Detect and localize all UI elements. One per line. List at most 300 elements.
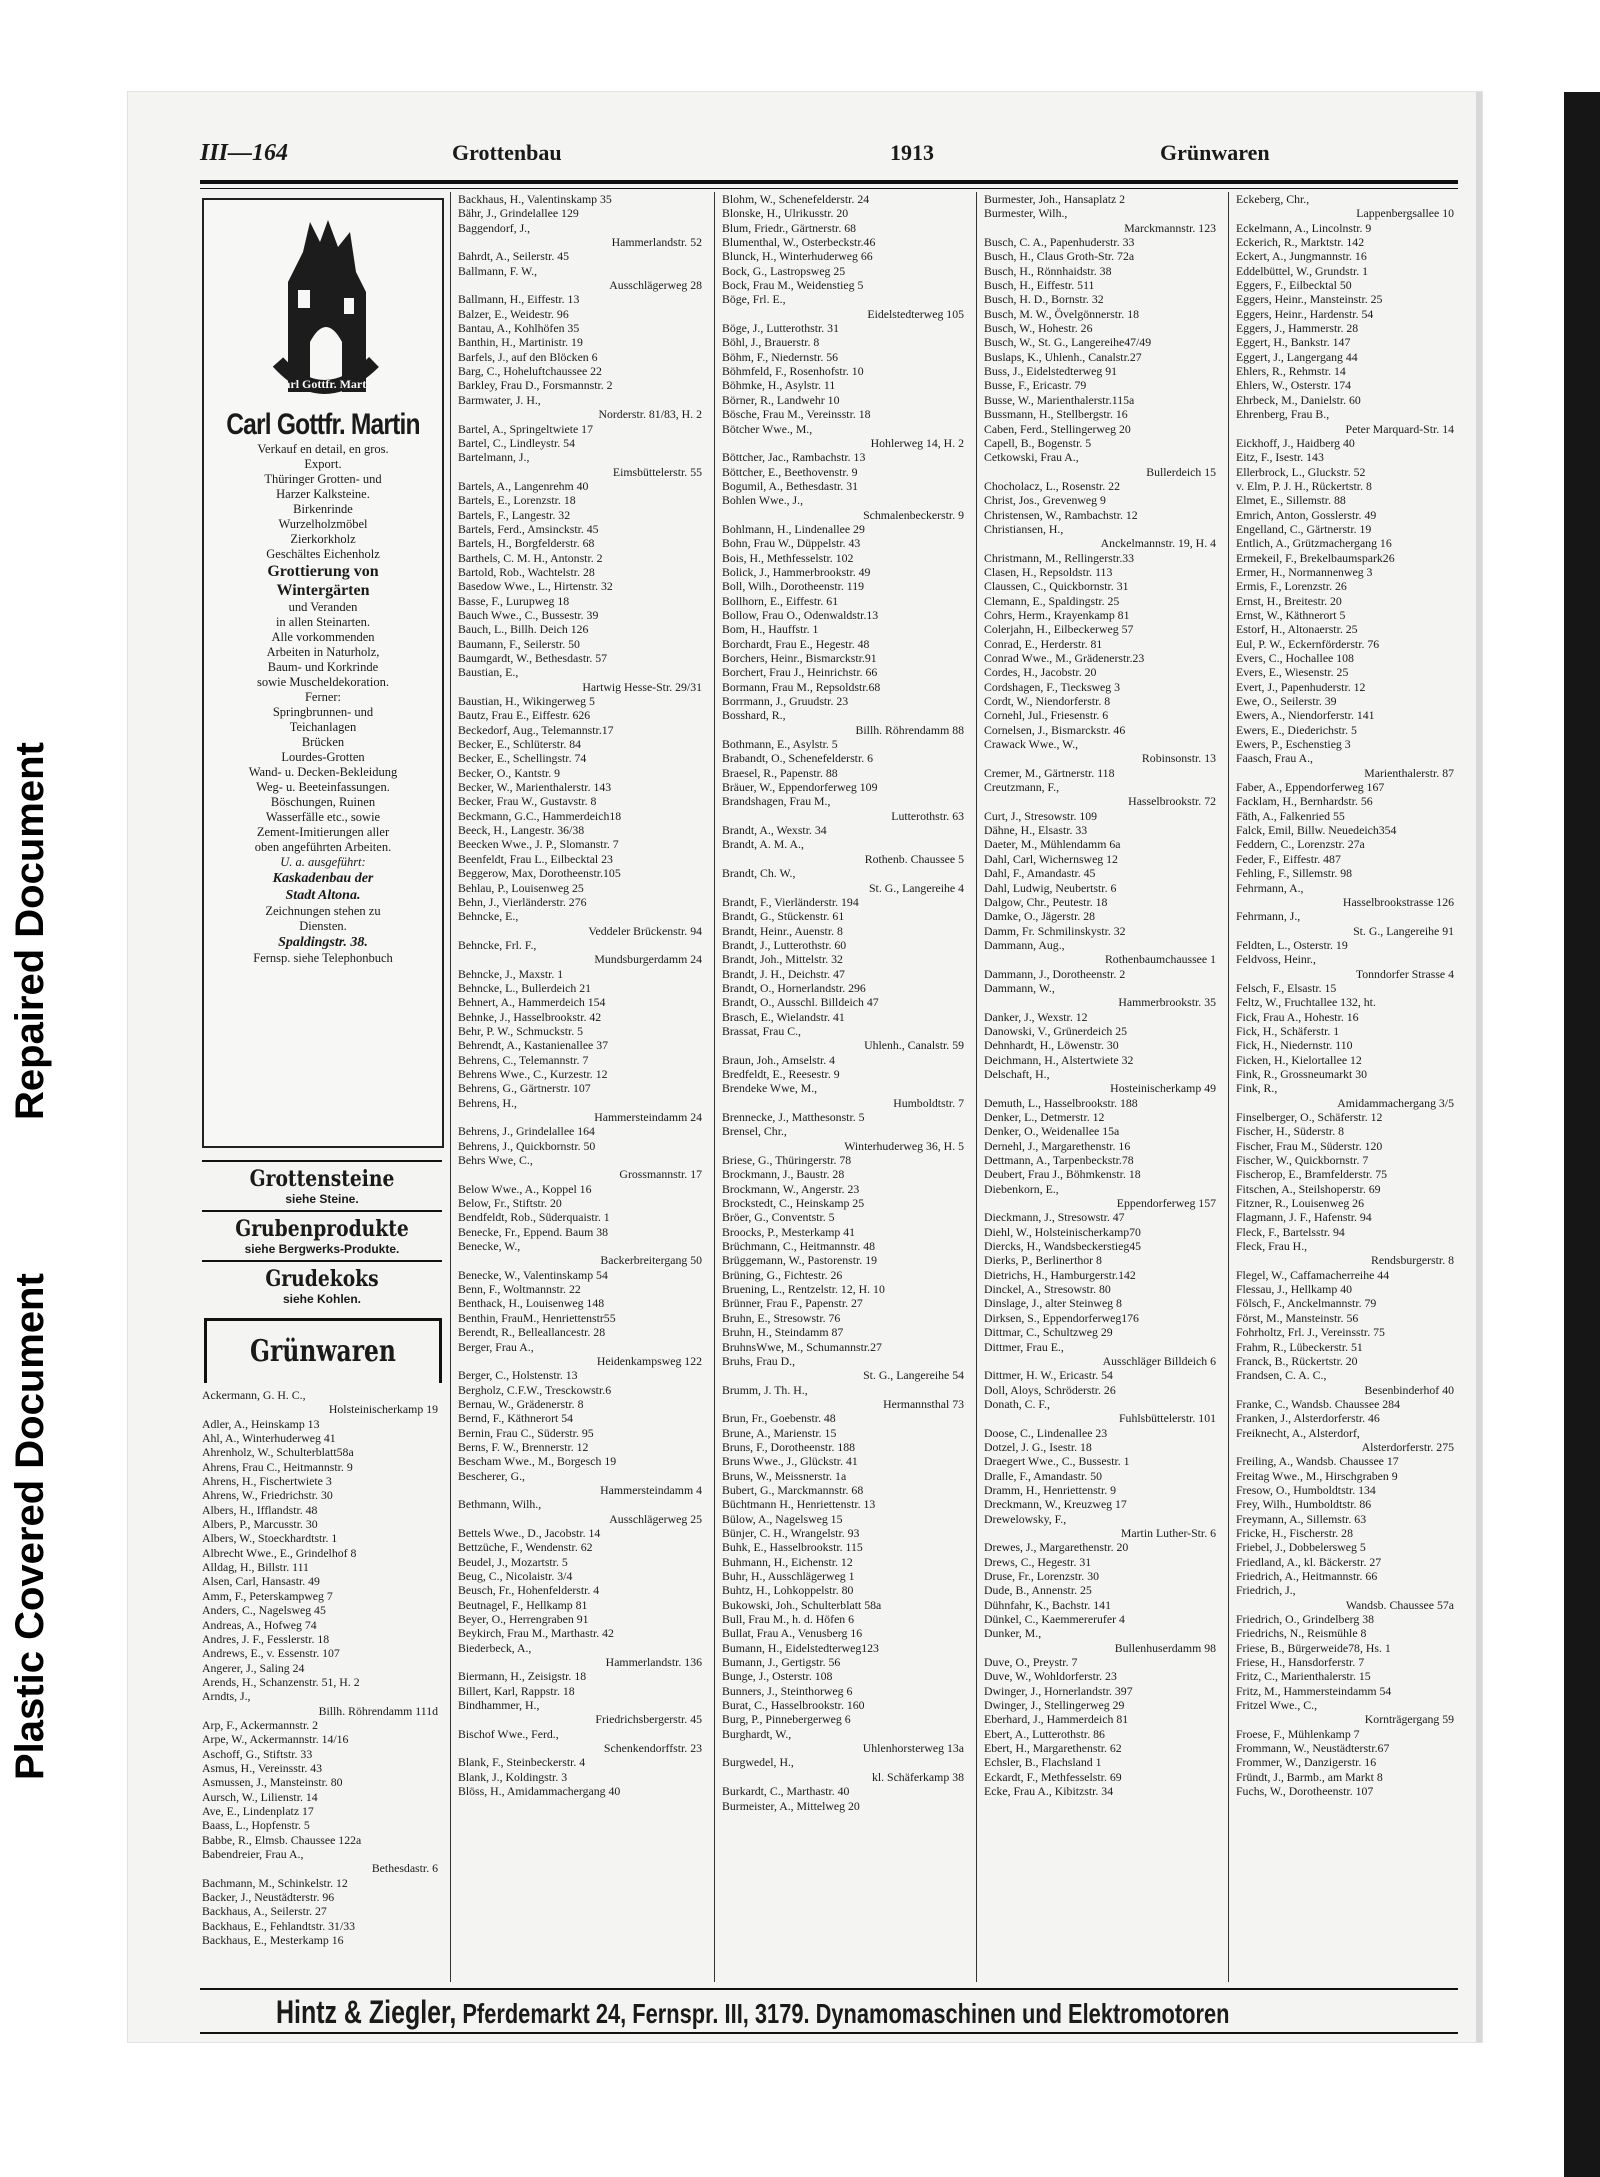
listing-entry: Brandt, Joh., Mittelstr. 32 bbox=[722, 952, 843, 967]
advert-line: Ferner: bbox=[304, 690, 342, 704]
ref-grudekoks bbox=[202, 1266, 442, 1306]
listing-entry: Brockstedt, C., Heinskamp 25 bbox=[722, 1196, 865, 1211]
listing-entry: Billert, Karl, Rappstr. 18 bbox=[458, 1683, 575, 1698]
listing-column-4 bbox=[984, 192, 1220, 1799]
listing-entry: Dehnhardt, H., Löwenstr. 30 bbox=[984, 1038, 1119, 1053]
listing-entry: Christ, Jos., Grevenweg 9 bbox=[984, 493, 1106, 508]
right-running-heading: Grünwaren bbox=[1160, 140, 1270, 165]
ref-rule-3 bbox=[202, 1260, 442, 1262]
listing-entry: Borchers, Heinr., Bismarckstr.91 bbox=[722, 651, 877, 665]
listing-entry: Fischerop, E., Bramfelderstr. 75 bbox=[1236, 1167, 1388, 1182]
listing-entry: Eickhoff, J., Haidberg 40 bbox=[1236, 435, 1355, 450]
listing-entry: Brandt, O., Hornerlandstr. 296 bbox=[722, 980, 866, 995]
listing-entry: Brockmann, J., Baustr. 28 bbox=[722, 1167, 845, 1182]
listing-entry: Elmet, E., Sillemstr. 88 bbox=[1236, 493, 1346, 508]
listing-entry: Winterhuderweg 36, H. 5 bbox=[844, 1138, 964, 1153]
listing-entry: Ewers, P., Eschenstieg 3 bbox=[1236, 737, 1351, 752]
listing-entry: Blumenthal, W., Osterbeckstr.46 bbox=[722, 235, 876, 250]
listing-entry: Bernin, Frau C., Süderstr. 95 bbox=[458, 1425, 594, 1440]
listing-entry: Bruhn, H., Steindamm 87 bbox=[722, 1325, 844, 1340]
listing-entry: Freymann, A., Sillemstr. 63 bbox=[1236, 1511, 1367, 1526]
ref-rule-1 bbox=[202, 1160, 442, 1162]
listing-entry: Fresow, O., Humboldtstr. 134 bbox=[1236, 1482, 1376, 1497]
listing-entry: Busch, H., Claus Groth-Str. 72a bbox=[984, 249, 1135, 264]
listing-entry: Behnert, A., Hammerdeich 154 bbox=[458, 995, 606, 1010]
listing-entry: Braesel, R., Papenstr. 88 bbox=[722, 765, 838, 780]
listing-entry: Ewe, O., Seilerstr. 39 bbox=[1236, 694, 1337, 709]
listing-entry: Buhtz, H., Lohkoppelstr. 80 bbox=[722, 1583, 854, 1598]
listing-entry: Holsteinischerkamp 19 bbox=[328, 1402, 438, 1417]
listing-entry: Bötcher Wwe., M., bbox=[722, 421, 813, 436]
listing-entry: Dinslage, J., alter Steinweg 8 bbox=[984, 1296, 1122, 1311]
listing-entry: Eggers, Heinr., Hardenstr. 54 bbox=[1236, 306, 1374, 321]
year-heading: 1913 bbox=[890, 140, 934, 165]
listing-entry: Backer, J., Neustädterstr. 96 bbox=[202, 1890, 335, 1905]
listing-entry: Benecke, W., bbox=[458, 1239, 521, 1254]
footer-text: Pferdemarkt 24, Fernspr. III, 3179. Dynamomaschinen und Elektromotoren bbox=[462, 1998, 1230, 2029]
listing-entry: Blohm, W., Schenefelderstr. 24 bbox=[722, 192, 870, 206]
listing-entry: Ballmann, H., Eiffestr. 13 bbox=[458, 292, 580, 307]
advert-line: Verkauf en detail, en gros. bbox=[257, 442, 389, 456]
advert-line: Zierkorkholz bbox=[290, 532, 356, 546]
listing-entry: Adler, A., Heinskamp 13 bbox=[202, 1416, 320, 1431]
listing-entry: Wandsb. Chaussee 57a bbox=[1345, 1597, 1454, 1612]
listing-entry: Baumgardt, W., Bethesdastr. 57 bbox=[458, 651, 608, 665]
listing-entry: Damke, O., Jägerstr. 28 bbox=[984, 909, 1096, 924]
listing-entry: Eberhard, J., Hammerdeich 81 bbox=[984, 1712, 1129, 1727]
listing-entry: Hasselbrookstr. 72 bbox=[1128, 794, 1216, 809]
listing-entry: Evers, C., Hochallee 108 bbox=[1236, 651, 1354, 665]
listing-entry: Dwinger, J., Stellingerweg 29 bbox=[984, 1698, 1125, 1713]
listing-entry: Alldag, H., Billstr. 111 bbox=[202, 1560, 309, 1575]
advert-body bbox=[204, 442, 442, 966]
listing-entry: Veddeler Brückenstr. 94 bbox=[588, 923, 702, 938]
listing-entry: Eddelbüttel, W., Grundstr. 1 bbox=[1236, 263, 1369, 278]
listing-entry: Brun, Fr., Goebenstr. 48 bbox=[722, 1411, 836, 1426]
listing-entry: Freiling, A., Wandsb. Chaussee 17 bbox=[1236, 1454, 1399, 1469]
listing-entry: Bullenhuserdamm 98 bbox=[1114, 1640, 1216, 1655]
listing-entry: Dirksen, S., Eppendorferweg176 bbox=[984, 1310, 1139, 1325]
advert-line: Wintergärten bbox=[276, 582, 370, 599]
listing-entry: Dinckel, A., Stresowstr. 80 bbox=[984, 1282, 1111, 1297]
ref-title: Grubenprodukte bbox=[235, 1216, 409, 1242]
listing-entry: Baustian, H., Wikingerweg 5 bbox=[458, 694, 595, 709]
listing-entry: Beug, C., Nicolaistr. 3/4 bbox=[458, 1569, 573, 1583]
listing-entry: Böge, Frl. E., bbox=[722, 292, 786, 307]
listing-entry: Schenkendorffstr. 23 bbox=[603, 1741, 702, 1756]
listing-entry: Deichmann, H., Alstertwiete 32 bbox=[984, 1052, 1134, 1067]
listing-entry: Capell, B., Bogenstr. 5 bbox=[984, 435, 1092, 450]
listing-entry: Friedland, A., kl. Bäckerstr. 27 bbox=[1236, 1554, 1382, 1569]
listing-entry: Ahrens, W., Friedrichstr. 30 bbox=[202, 1488, 333, 1503]
listing-entry: Evert, J., Papenhuderstr. 12 bbox=[1236, 679, 1366, 694]
listing-entry: Fick, H., Schäferstr. 1 bbox=[1236, 1023, 1340, 1038]
listing-entry: Hammersteindamm 24 bbox=[594, 1110, 702, 1124]
listing-entry: Faber, A., Eppendorferweg 167 bbox=[1236, 780, 1385, 795]
listing-entry: Becker, Frau W., Gustavstr. 8 bbox=[458, 794, 597, 809]
listing-entry: Rothenb. Chaussee 5 bbox=[864, 851, 964, 866]
advert-line: Springbrunnen- und bbox=[272, 705, 374, 719]
listing-entry: Eckardt, F., Methfesselstr. 69 bbox=[984, 1769, 1122, 1784]
listing-entry: Burmeister, A., Mittelweg 20 bbox=[722, 1798, 860, 1813]
listing-entry: Brandt, Heinr., Auenstr. 8 bbox=[722, 923, 843, 938]
listing-entry: Bosshard, R., bbox=[722, 708, 786, 723]
listing-entry: Burmester, Wilh., bbox=[984, 206, 1068, 221]
advert-line: in allen Steinarten. bbox=[275, 615, 371, 629]
listing-entry: Brendeke Wwe, M., bbox=[722, 1081, 818, 1096]
listing-entry: Finselberger, O., Schäferstr. 12 bbox=[1236, 1110, 1383, 1124]
listing-entry: Duve, W., Wohldorferstr. 23 bbox=[984, 1669, 1117, 1684]
listing-entry: Backhaus, E., Fehlandtstr. 31/33 bbox=[202, 1918, 356, 1933]
listing-entry: Amm, F., Peterskampweg 7 bbox=[202, 1588, 333, 1603]
listing-entry: Hermannsthal 73 bbox=[883, 1396, 964, 1411]
listing-entry: Bendfeldt, Rob., Süderquaistr. 1 bbox=[458, 1210, 610, 1225]
listing-entry: Delschaft, H., bbox=[984, 1066, 1050, 1081]
listing-entry: Braun, Joh., Amselstr. 4 bbox=[722, 1052, 836, 1067]
listing-entry: Burg, P., Pinnebergerweg 6 bbox=[722, 1712, 851, 1727]
listing-entry: BruhnsWwe, M., Schumannstr.27 bbox=[722, 1339, 882, 1354]
listing-entry: Creutzmann, F., bbox=[984, 780, 1060, 795]
listing-entry: Flegel, W., Caffamacherreihe 44 bbox=[1236, 1267, 1390, 1282]
listing-entry: Babbe, R., Elmsb. Chaussee 122a bbox=[202, 1832, 362, 1847]
listing-entry: Baass, L., Hopfenstr. 5 bbox=[202, 1818, 310, 1833]
listing-entry: Burat, C., Hasselbrookstr. 160 bbox=[722, 1698, 865, 1713]
listing-entry: Böhmke, H., Asylstr. 11 bbox=[722, 378, 836, 393]
listing-entry: Beenfeldt, Frau L., Eilbecktal 23 bbox=[458, 851, 613, 866]
listing-entry: Emrich, Anton, Gosslerstr. 49 bbox=[1236, 507, 1377, 522]
listing-entry: Froese, F., Mühlenkamp 7 bbox=[1236, 1726, 1360, 1741]
listing-entry: Bindhammer, H., bbox=[458, 1698, 540, 1713]
listing-entry: Brumm, J. Th. H., bbox=[722, 1382, 808, 1397]
listing-entry: Eidelstedterweg 105 bbox=[867, 306, 964, 321]
advert-line: Weg- u. Beeteinfassungen. bbox=[256, 780, 390, 794]
listing-entry: Druse, Fr., Lorenzstr. 30 bbox=[984, 1569, 1100, 1583]
listing-entry: Feldten, L., Osterstr. 19 bbox=[1236, 937, 1348, 952]
listing-entry: Bartels, E., Lorenzstr. 18 bbox=[458, 493, 576, 508]
listing-entry: Brandt, A. M. A., bbox=[722, 837, 804, 852]
listing-entry: Bom, H., Hauffstr. 1 bbox=[722, 622, 819, 637]
listing-entry: Burmester, Joh., Hansaplatz 2 bbox=[984, 192, 1126, 206]
listing-entry: Blöss, H., Amidammachergang 40 bbox=[458, 1784, 621, 1799]
listing-entry: Frey, Wilh., Humboldtstr. 86 bbox=[1236, 1497, 1372, 1512]
listing-entry: Barkley, Frau D., Forsmannstr. 2 bbox=[458, 378, 613, 393]
listing-entry: Dahl, Ludwig, Neubertstr. 6 bbox=[984, 880, 1117, 895]
listing-entry: Behrens Wwe., C., Kurzestr. 12 bbox=[458, 1066, 608, 1081]
listing-entry: v. Elm, P. J. H., Rückertstr. 8 bbox=[1236, 478, 1372, 493]
listing-entry: Brensel, Chr., bbox=[722, 1124, 787, 1139]
listing-entry: Brandshagen, Frau M., bbox=[722, 794, 831, 809]
listing-entry: Bussmann, H., Stellbergstr. 16 bbox=[984, 407, 1128, 422]
listing-entry: St. G., Langereihe 91 bbox=[1353, 923, 1454, 938]
listing-entry: Dierks, P., Berlinerthor 8 bbox=[984, 1253, 1102, 1268]
listing-entry: Clasen, H., Repsoldstr. 113 bbox=[984, 564, 1113, 579]
listing-entry: Faasch, Frau A., bbox=[1236, 751, 1313, 766]
listing-entry: Behrens, J., Quickbornstr. 50 bbox=[458, 1138, 596, 1153]
listing-entry: Brockmann, W., Angerstr. 23 bbox=[722, 1181, 860, 1196]
listing-entry: Benn, F., Woltmannstr. 22 bbox=[458, 1282, 581, 1297]
listing-entry: Cremer, M., Gärtnerstr. 118 bbox=[984, 765, 1115, 780]
listing-entry: Dwinger, J., Hornerlandstr. 397 bbox=[984, 1683, 1133, 1698]
listing-entry: Frommer, W., Danzigerstr. 16 bbox=[1236, 1755, 1377, 1770]
listing-entry: Dernehl, J., Margarethenstr. 16 bbox=[984, 1138, 1131, 1153]
listing-entry: Ellerbrock, L., Gluckstr. 52 bbox=[1236, 464, 1366, 479]
listing-entry: Barmwater, J. H., bbox=[458, 392, 541, 407]
listing-entry: Bartels, F., Langestr. 32 bbox=[458, 507, 571, 522]
listing-entry: Cornehl, Jul., Friesenstr. 6 bbox=[984, 708, 1109, 723]
listing-entry: Burghardt, W., bbox=[722, 1726, 792, 1741]
listing-entry: Böttcher, E., Beethovenstr. 9 bbox=[722, 464, 858, 479]
listing-entry: Börner, R., Landwehr 10 bbox=[722, 392, 840, 407]
listing-entry: Eggers, J., Hammerstr. 28 bbox=[1236, 321, 1359, 336]
listing-entry: Ausschlägerweg 25 bbox=[609, 1511, 702, 1526]
listing-entry: Ermer, H., Normannenweg 3 bbox=[1236, 564, 1373, 579]
listing-entry: Franke, C., Wandsb. Chaussee 284 bbox=[1236, 1396, 1400, 1411]
listing-entry: Biederbeck, A., bbox=[458, 1640, 532, 1655]
listing-entry: Fuchs, W., Dorotheenstr. 107 bbox=[1236, 1784, 1374, 1799]
listing-entry: Buslaps, K., Uhlenh., Canalstr.27 bbox=[984, 349, 1142, 364]
advert-line: Stadt Altona. bbox=[285, 888, 361, 903]
header-rule-thin bbox=[200, 188, 1458, 189]
advert-line: Fernsp. siehe Telephonbuch bbox=[253, 951, 393, 965]
logo-text: Carl Gottfr. Martin bbox=[275, 377, 377, 391]
listing-entry: Albers, H., Ifflandstr. 48 bbox=[202, 1502, 318, 1517]
advert-line: Spaldingstr. 38. bbox=[278, 935, 368, 950]
listing-entry: Flessau, J., Hellkamp 40 bbox=[1236, 1282, 1352, 1297]
listing-entry: Bohlen Wwe., J., bbox=[722, 493, 804, 508]
listing-entry: Feltz, W., Fruchtallee 132, ht. bbox=[1236, 995, 1376, 1010]
listing-entry: Billh. Röhrendamm 111d bbox=[318, 1703, 438, 1718]
listing-entry: Franck, B., Rückertstr. 20 bbox=[1236, 1353, 1358, 1368]
listing-entry: Cordes, H., Jacobstr. 20 bbox=[984, 665, 1097, 680]
listing-entry: Franken, J., Alsterdorferstr. 46 bbox=[1236, 1411, 1380, 1426]
listing-entry: Ewers, E., Diederichstr. 5 bbox=[1236, 722, 1357, 737]
left-running-heading: Grottenbau bbox=[452, 140, 562, 165]
listing-entry: Billh. Röhrendamm 88 bbox=[855, 722, 964, 737]
listing-entry: Böhm, F., Niedernstr. 56 bbox=[722, 349, 839, 364]
listing-entry: Brune, A., Marienstr. 15 bbox=[722, 1425, 837, 1440]
listing-entry: Behn, J., Vierländerstr. 276 bbox=[458, 894, 587, 909]
listing-entry: Bautz, Frau E., Eiffestr. 626 bbox=[458, 708, 591, 723]
listing-entry: Baumann, F., Seilerstr. 50 bbox=[458, 636, 580, 651]
listing-entry: Bruhs, Frau D., bbox=[722, 1353, 796, 1368]
listing-entry: Dammann, W., bbox=[984, 980, 1055, 995]
listing-entry: Andrews, E., v. Essenstr. 107 bbox=[202, 1646, 340, 1661]
header-rule bbox=[200, 180, 1458, 184]
listing-entry: Uhlenhorsterweg 13a bbox=[862, 1741, 964, 1756]
listing-entry: Dietrichs, H., Hamburgerstr.142 bbox=[984, 1267, 1136, 1282]
listing-entry: Berger, Frau A., bbox=[458, 1339, 534, 1354]
listing-entry: Below, Fr., Stiftstr. 20 bbox=[458, 1196, 562, 1211]
listing-entry: Behncke, L., Bullerdeich 21 bbox=[458, 980, 592, 995]
listing-entry: Bumann, H., Eidelstedterweg123 bbox=[722, 1640, 879, 1655]
listing-entry: Behrendt, A., Kastanienallee 37 bbox=[458, 1038, 609, 1053]
listing-entry: Bukowski, Joh., Schulterblatt 58a bbox=[722, 1597, 882, 1612]
listing-entry: Büchtmann H., Henriettenstr. 13 bbox=[722, 1497, 876, 1512]
listing-entry: Dramm, H., Henriettenstr. 9 bbox=[984, 1482, 1117, 1497]
listing-entry: Fischer, W., Quickbornstr. 7 bbox=[1236, 1153, 1369, 1168]
listing-entry: Lutterothstr. 63 bbox=[891, 808, 964, 823]
listing-entry: Aschoff, G., Stiftstr. 33 bbox=[202, 1746, 313, 1761]
advert-line: Geschältes Eichenholz bbox=[266, 547, 380, 561]
column-divider bbox=[1228, 192, 1229, 1982]
advert-line: Wand- u. Decken-Bekleidung bbox=[248, 765, 398, 779]
listing-entry: Friebel, J., Dobbelersweg 5 bbox=[1236, 1540, 1366, 1555]
listing-entry: Brabandt, O., Schenefelderstr. 6 bbox=[722, 751, 874, 766]
listing-entry: Fründt, J., Barmb., am Markt 8 bbox=[1236, 1769, 1383, 1784]
listing-entry: Böhl, J., Brauerstr. 8 bbox=[722, 335, 820, 350]
listing-entry: Bogumil, A., Bethesdastr. 31 bbox=[722, 478, 858, 493]
listing-entry: Backerbreitergang 50 bbox=[600, 1253, 702, 1268]
listing-entry: Behrens, C., Telemannstr. 7 bbox=[458, 1052, 589, 1067]
listing-entry: Berendt, R., Belleallancestr. 28 bbox=[458, 1325, 606, 1340]
listing-entry: Brandt, J. H., Deichstr. 47 bbox=[722, 966, 845, 981]
listing-entry: Friese, H., Hansdorferstr. 7 bbox=[1236, 1655, 1365, 1670]
footer-rule-bottom bbox=[200, 2032, 1458, 2034]
listing-entry: Cohrs, Herm., Krayenkamp 81 bbox=[984, 607, 1130, 622]
listing-entry: Entlich, A., Grützmachergang 16 bbox=[1236, 536, 1392, 551]
listing-entry: Busch, M. W., Övelgönnerstr. 18 bbox=[984, 306, 1139, 321]
listing-entry: Tonndorfer Strasse 4 bbox=[1355, 966, 1454, 981]
listing-entry: Robinsonstr. 13 bbox=[1141, 751, 1216, 766]
listing-entry: Babendreier, Frau A., bbox=[202, 1847, 304, 1861]
listing-entry: Ernst, H., Breitestr. 20 bbox=[1236, 593, 1342, 608]
listing-entry: Becker, E., Schlüterstr. 84 bbox=[458, 737, 582, 752]
listing-entry: Brüggemann, W., Pastorenstr. 19 bbox=[722, 1253, 877, 1268]
listing-entry: Busch, C. A., Papenhuderstr. 33 bbox=[984, 235, 1135, 250]
listing-entry: Brüning, G., Fichtestr. 26 bbox=[722, 1267, 843, 1282]
listing-entry: Bartel, C., Lindleystr. 54 bbox=[458, 435, 575, 450]
advert-line: Arbeiten in Naturholz, bbox=[266, 645, 380, 659]
listing-entry: Balzer, E., Weidestr. 96 bbox=[458, 306, 569, 321]
listing-entry: Colerjahn, H., Eilbeckerweg 57 bbox=[984, 622, 1134, 637]
listing-entry: Hammersteindamm 4 bbox=[600, 1482, 702, 1497]
listing-entry: Friese, B., Bürgerweide78, Hs. 1 bbox=[1236, 1640, 1391, 1655]
listing-entry: Bartold, Rob., Wachtelstr. 28 bbox=[458, 564, 595, 579]
listing-entry: Bruns, W., Meissnerstr. 1a bbox=[722, 1468, 847, 1483]
listing-entry: Fleck, Frau H., bbox=[1236, 1239, 1308, 1254]
listing-entry: Hohlerweg 14, H. 2 bbox=[870, 435, 964, 450]
listing-entry: Asmus, H., Vereinsstr. 43 bbox=[202, 1760, 323, 1775]
listing-entry: Buhk, E., Hasselbrookstr. 115 bbox=[722, 1540, 863, 1555]
listing-entry: Dreckmann, W., Kreuzweg 17 bbox=[984, 1497, 1127, 1512]
listing-entry: Fitschen, A., Steilshoperstr. 69 bbox=[1236, 1181, 1381, 1196]
ref-grubenprodukte bbox=[202, 1216, 442, 1256]
listing-column-2 bbox=[458, 192, 706, 1799]
listing-entry: Fleck, F., Bartelsstr. 94 bbox=[1236, 1224, 1345, 1239]
listing-entry: Dittmar, C., Schultzweg 29 bbox=[984, 1325, 1113, 1340]
listing-entry: Bull, Frau M., h. d. Höfen 6 bbox=[722, 1612, 855, 1627]
listing-entry: Dähne, H., Elsastr. 33 bbox=[984, 823, 1088, 838]
listing-entry: Brünner, Frau F., Papenstr. 27 bbox=[722, 1296, 863, 1311]
listing-entry: Ahrens, H., Fischertwiete 3 bbox=[202, 1474, 332, 1489]
listing-entry: Bahrdt, A., Seilerstr. 45 bbox=[458, 249, 570, 264]
listing-entry: Barfels, J., auf den Blöcken 6 bbox=[458, 349, 598, 364]
listing-entry: Frommann, W., Neustädterstr.67 bbox=[1236, 1741, 1390, 1756]
advert-line: Kaskadenbau der bbox=[272, 871, 374, 886]
listing-entry: Hammerbrookstr. 35 bbox=[1118, 995, 1216, 1010]
listing-entry: Andres, J. F., Fesslerstr. 18 bbox=[202, 1631, 330, 1646]
listing-entry: Angerer, J., Saling 24 bbox=[202, 1660, 305, 1675]
advert-line: Brücken bbox=[301, 735, 345, 749]
ref-rule-2 bbox=[202, 1210, 442, 1212]
listing-entry: Bolick, J., Hammerbrookstr. 49 bbox=[722, 564, 871, 579]
listing-entry: Busch, H., Eiffestr. 511 bbox=[984, 278, 1095, 293]
listing-entry: Behrens, G., Gärtnerstr. 107 bbox=[458, 1081, 591, 1096]
listing-entry: Brandt, Ch. W., bbox=[722, 866, 796, 881]
listing-entry: Ehrenberg, Frau B., bbox=[1236, 407, 1330, 422]
listing-entry: Basedow Wwe., L., Hirtenstr. 32 bbox=[458, 579, 613, 594]
listing-entry: Dammann, J., Dorotheenstr. 2 bbox=[984, 966, 1126, 981]
advert-line: Diensten. bbox=[299, 919, 347, 933]
column-divider bbox=[976, 192, 977, 1982]
listing-entry: Behncke, E., bbox=[458, 909, 519, 924]
listing-entry: Clemann, E., Spaldingstr. 25 bbox=[984, 593, 1120, 608]
listing-entry: Backhaus, H., Valentinskamp 35 bbox=[458, 192, 612, 206]
listing-entry: Deubert, Frau J., Böhmkenstr. 18 bbox=[984, 1167, 1141, 1182]
listing-entry: Bescherer, G., bbox=[458, 1468, 526, 1483]
listing-entry: Ebert, A., Lutterothstr. 86 bbox=[984, 1726, 1105, 1741]
listing-entry: Martin Luther-Str. 6 bbox=[1120, 1525, 1216, 1540]
listing-entry: Berger, C., Holstenstr. 13 bbox=[458, 1368, 578, 1383]
listing-entry: Busse, W., Marienthalerstr.115a bbox=[984, 392, 1135, 407]
ref-see: siehe Kohlen. bbox=[282, 1292, 362, 1306]
listing-entry: Ernst, W., Käthnerort 5 bbox=[1236, 607, 1346, 622]
listing-entry: Albers, P., Marcusstr. 30 bbox=[202, 1517, 318, 1532]
listing-entry: Bruns Wwe., J., Glückstr. 41 bbox=[722, 1454, 858, 1469]
listing-entry: Brassat, Frau C., bbox=[722, 1023, 801, 1038]
listing-entry: Christmann, M., Rellingerstr.33 bbox=[984, 550, 1135, 565]
listing-entry: Bormann, Frau M., Repsoldstr.68 bbox=[722, 679, 881, 694]
listing-entry: Behr, P. W., Schmuckstr. 5 bbox=[458, 1023, 584, 1038]
listing-entry: Drewelowsky, F., bbox=[984, 1511, 1067, 1526]
listing-entry: Bock, G., Lastropsweg 25 bbox=[722, 263, 846, 278]
listing-entry: Dettmann, A., Tarpenbeckstr.78 bbox=[984, 1153, 1134, 1168]
listing-entry: Bartel, A., Springeltwiete 17 bbox=[458, 421, 593, 436]
listing-entry: Below Wwe., A., Koppel 16 bbox=[458, 1181, 592, 1196]
listing-entry: Busch, H., Rönnhaidstr. 38 bbox=[984, 263, 1112, 278]
listing-entry: Facklam, H., Bernhardstr. 56 bbox=[1236, 794, 1373, 809]
listing-entry: Behrens, J., Grindelallee 164 bbox=[458, 1124, 595, 1139]
listing-entry: Först, M., Mansteinstr. 56 bbox=[1236, 1310, 1359, 1325]
listing-entry: Bumann, J., Gertigstr. 56 bbox=[722, 1655, 841, 1670]
advert-line: U. a. ausgeführt: bbox=[280, 855, 366, 869]
listing-entry: Becker, W., Marienthalerstr. 143 bbox=[458, 780, 612, 795]
listing-entry: Dittmer, H. W., Ericastr. 54 bbox=[984, 1368, 1113, 1383]
listing-entry: Bantau, A., Kohlhöfen 35 bbox=[458, 321, 580, 336]
listing-entry: Bethmann, Wilh., bbox=[458, 1497, 542, 1512]
listing-entry: Dammann, Aug., bbox=[984, 937, 1065, 952]
listing-entry: Frahm, R., Lübeckerstr. 51 bbox=[1236, 1339, 1363, 1354]
listing-entry: Bruening, L., Rentzelstr. 12, H. 10 bbox=[722, 1282, 885, 1297]
listing-entry: Dühnfahr, K., Bachstr. 141 bbox=[984, 1597, 1111, 1612]
listing-entry: Kornträgergang 59 bbox=[1364, 1712, 1454, 1727]
listing-column-1 bbox=[202, 1388, 442, 1947]
listing-entry: Dieckmann, J., Stresowstr. 47 bbox=[984, 1210, 1125, 1225]
listing-entry: Bettels Wwe., D., Jacobstr. 14 bbox=[458, 1525, 601, 1540]
listing-entry: Blank, F., Steinbeckerstr. 4 bbox=[458, 1755, 586, 1770]
listing-entry: kl. Schäferkamp 38 bbox=[871, 1769, 964, 1784]
listing-entry: Arends, H., Schanzenstr. 51, H. 2 bbox=[202, 1674, 360, 1689]
listing-entry: Bothmann, E., Asylstr. 5 bbox=[722, 737, 838, 752]
listing-entry: Ficken, H., Kielortallee 12 bbox=[1236, 1052, 1362, 1067]
column-divider bbox=[450, 192, 451, 1982]
listing-entry: Hartwig Hesse-Str. 29/31 bbox=[582, 679, 702, 694]
listing-entry: Bredfeldt, E., Reesestr. 9 bbox=[722, 1066, 840, 1081]
listing-entry: Doll, Aloys, Schröderstr. 26 bbox=[984, 1382, 1116, 1397]
listing-entry: Brandt, A., Wexstr. 34 bbox=[722, 823, 827, 838]
page-number: III—164 bbox=[200, 140, 289, 166]
listing-entry: Alsen, Carl, Hansastr. 49 bbox=[202, 1574, 320, 1589]
